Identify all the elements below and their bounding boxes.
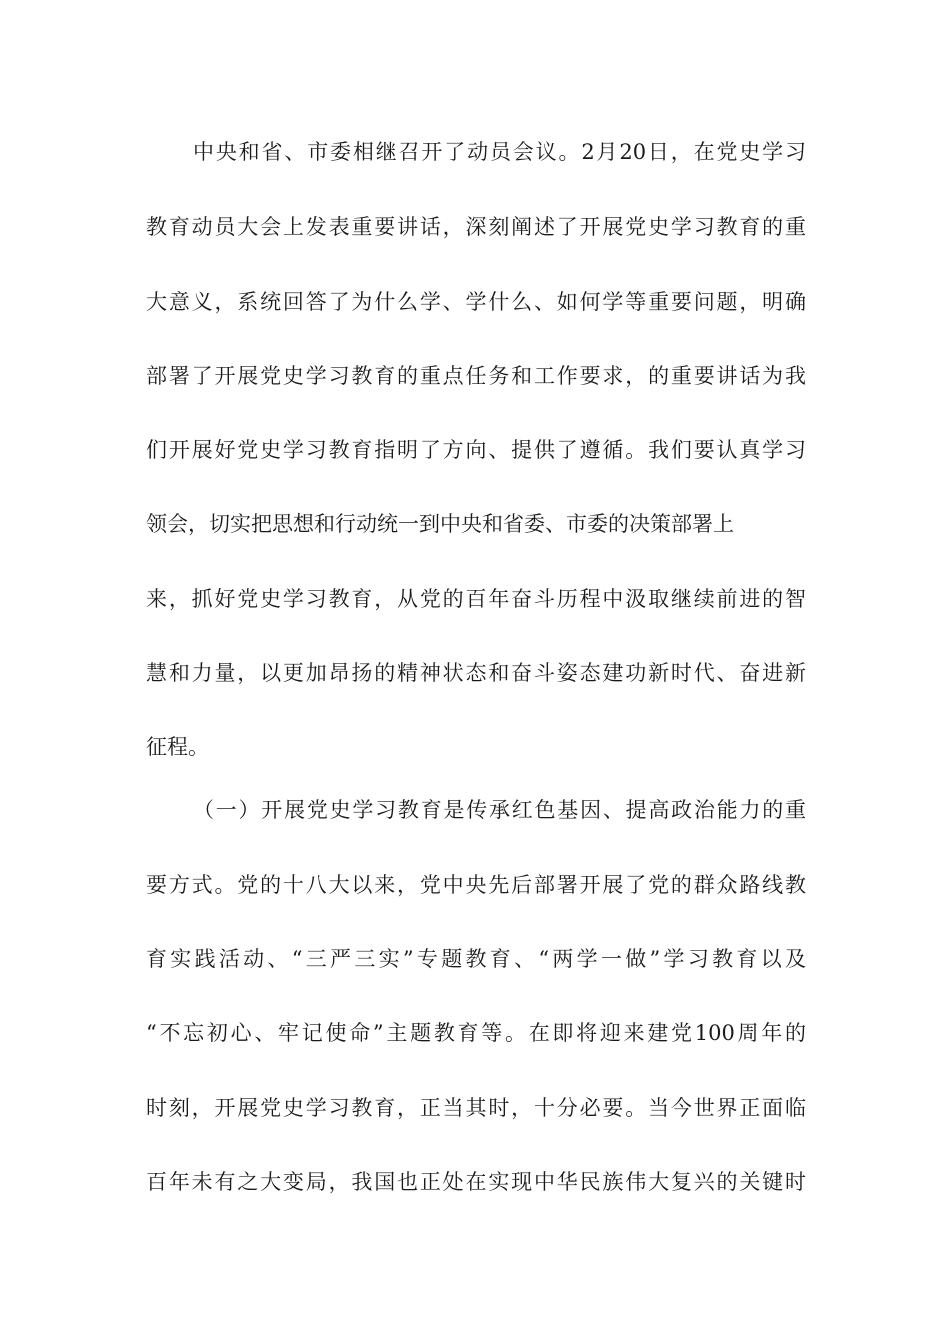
paragraph-1-line-5: 们开展好党史学习教育指明了方向、提供了遵循。我们要认真学习 bbox=[146, 438, 806, 462]
paragraph-1-line-3: 大意义，系统回答了为什么学、学什么、如何学等重要问题，明确 bbox=[146, 290, 806, 314]
paragraph-1-line-8: 慧和力量，以更加昂扬的精神状态和奋斗姿态建功新时代、奋进新 bbox=[146, 661, 806, 685]
paragraph-1-line-6: 领会，切实把思想和行动统一到中央和省委、市委的决策部署上 bbox=[146, 512, 734, 536]
paragraph-2-line-2: 要方式。党的十八大以来，党中央先后部署开展了党的群众路线教 bbox=[146, 873, 806, 897]
paragraph-2-line-5: 时刻，开展党史学习教育，正当其时，十分必要。当今世界正面临 bbox=[146, 1096, 806, 1120]
paragraph-2-line-6: 百年未有之大变局，我国也正处在实现中华民族伟大复兴的关键时 bbox=[146, 1170, 806, 1194]
paragraph-1-line-7: 来，抓好党史学习教育，从党的百年奋斗历程中汲取继续前进的智 bbox=[146, 587, 806, 611]
paragraph-1-line-2: 教育动员大会上发表重要讲话，深刻阐述了开展党史学习教育的重 bbox=[146, 215, 806, 239]
paragraph-1-line-4: 部署了开展党史学习教育的重点任务和工作要求，的重要讲话为我 bbox=[146, 364, 806, 388]
paragraph-2-line-1: （一）开展党史学习教育是传承红色基因、提高政治能力的重 bbox=[193, 798, 806, 822]
paragraph-1-line-9: 征程。 bbox=[146, 735, 209, 759]
paragraph-2-line-4: “不忘初心、牢记使命”主题教育等。在即将迎来建党100周年的 bbox=[146, 1021, 806, 1045]
paragraph-1-line-1: 中央和省、市委相继召开了动员会议。2月20日，在党史学习 bbox=[193, 140, 806, 164]
paragraph-2-line-3: 育实践活动、“三严三实”专题教育、“两学一做”学习教育以及 bbox=[146, 947, 806, 971]
